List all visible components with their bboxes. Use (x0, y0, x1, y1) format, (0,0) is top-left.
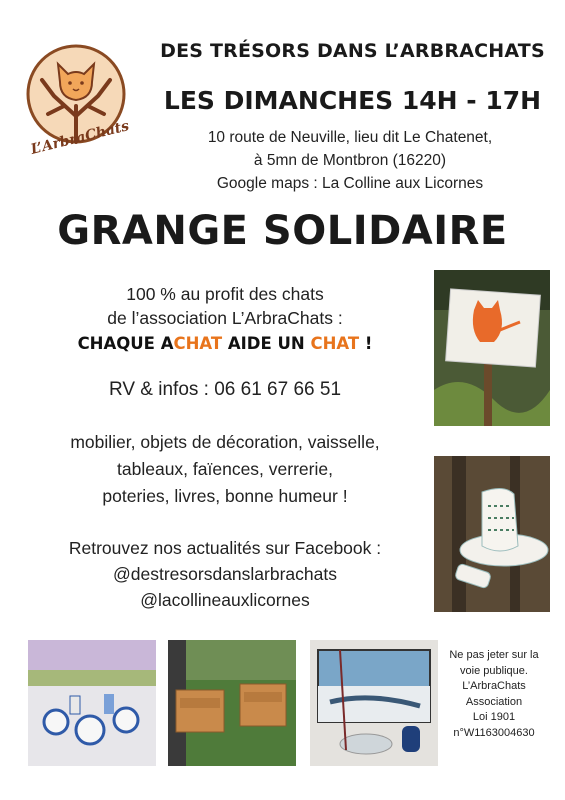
pitcher-basin-photo (434, 456, 550, 612)
contact-phone: RV & infos : 06 61 67 66 51 (108, 379, 342, 400)
address-line-3: Google maps : La Colline aux Licornes (216, 175, 484, 192)
note-line: L’ArbraChats (462, 680, 526, 692)
painting-photo (310, 640, 438, 766)
profit-line-1: 100 % au profit des chats (126, 284, 324, 304)
slogan-part: CHAQUE A (77, 334, 174, 353)
event-title: DES TRÉSORS DANS L’ARBRACHATS (160, 40, 545, 62)
slogan (20, 334, 430, 353)
headline: GRANGE SOLIDAIRE (57, 208, 508, 254)
note-line: Loi 1901 (472, 711, 516, 723)
address-line-1: 10 route de Neuville, lieu dit Le Chatenet, (207, 129, 493, 146)
entree-cat-sign-photo (434, 270, 550, 426)
social-intro: Retrouvez nos actualités sur Facebook : (68, 538, 382, 558)
cat-tree-logo (14, 36, 142, 164)
slogan-part-accent: CHAT (173, 334, 223, 353)
slogan-part: ! (359, 334, 373, 353)
tableware-photo (28, 640, 156, 766)
nightstands-photo (168, 640, 296, 766)
logo-text: L’ArbraChats (29, 118, 131, 158)
items-line-1: mobilier, objets de décoration, vaisselle, (70, 432, 380, 452)
slogan-part: AIDE UN (222, 334, 311, 353)
schedule: LES DIMANCHES 14H - 17H (163, 86, 542, 115)
facebook-handle[interactable]: @lacollineauxlicornes (140, 590, 310, 610)
note-line: Ne pas jeter sur la (449, 649, 539, 661)
note-line: n°W1163004630 (453, 726, 535, 739)
slogan-part-accent: CHAT (310, 334, 360, 353)
profit-line-2: de l’association L’ArbraChats : (107, 308, 343, 328)
note-line: Association (465, 695, 523, 708)
facebook-handle[interactable]: @destresorsdanslarbrachats (113, 564, 337, 584)
address-line-2: à 5mn de Montbron (16220) (253, 152, 447, 169)
items-line-2: tableaux, faïences, verrerie, (117, 459, 333, 479)
note-line: voie publique. (460, 664, 528, 677)
legal-note (442, 648, 546, 741)
items-line-3: poteries, livres, bonne humeur ! (102, 486, 348, 506)
